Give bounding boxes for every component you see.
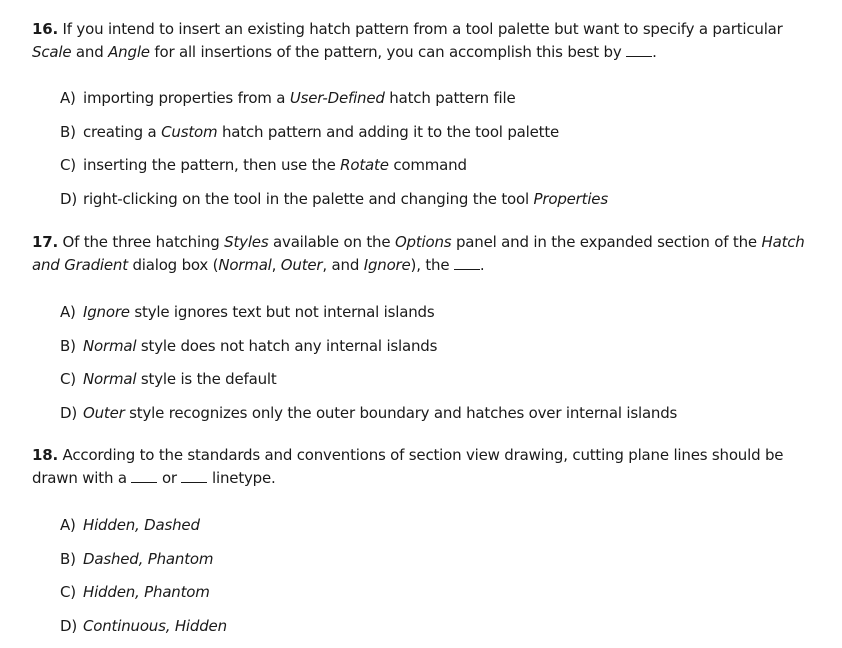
- question-stem: [32, 18, 812, 64]
- answer-option: [60, 576, 840, 610]
- option-letter: C): [60, 370, 76, 388]
- option-letter: B): [60, 336, 76, 355]
- question-text: [32, 446, 783, 487]
- question-number: 17.: [32, 233, 58, 251]
- answer-option: [60, 509, 840, 543]
- italic-term: Outer: [280, 256, 323, 274]
- question-text: [32, 20, 783, 61]
- question-number: 16.: [32, 20, 58, 38]
- italic-term: Normal: [83, 336, 137, 355]
- text-run: available on the: [268, 233, 395, 251]
- text-run: panel and in the expanded section of the: [451, 233, 762, 251]
- italic-term: Custom: [161, 122, 218, 141]
- italic-term: Styles: [224, 233, 269, 251]
- option-letter: D): [60, 189, 78, 208]
- question-number: 18.: [32, 446, 58, 464]
- text-run: .: [479, 256, 485, 274]
- option-letter: A): [60, 89, 76, 107]
- text-run: hatch pattern and adding it to the tool palette: [217, 122, 560, 141]
- text-run: right-clicking on the tool in the palette and changing the tool: [83, 189, 534, 208]
- answer-option: [60, 610, 840, 644]
- option-letter: C): [60, 156, 76, 174]
- text-run: style does not hatch any internal islands: [136, 336, 438, 355]
- answer-options: [60, 82, 840, 216]
- question-stem: [32, 231, 812, 277]
- answer-option: [60, 296, 840, 330]
- question-17: [32, 231, 812, 430]
- answer-blank: [181, 468, 207, 483]
- italic-term: Continuous, Hidden: [83, 616, 227, 635]
- option-letter: D): [60, 403, 78, 422]
- italic-term: Hidden, Dashed: [83, 516, 200, 534]
- option-letter: D): [60, 616, 78, 635]
- text-run: style is the default: [136, 370, 277, 388]
- question-18: [32, 444, 812, 643]
- text-run: drawn with a: [32, 469, 132, 487]
- answer-blank: [454, 255, 480, 270]
- italic-term: Ignore: [83, 303, 130, 321]
- text-run: creating a: [83, 122, 162, 141]
- text-run: According to the standards and conventions of section view drawing, cutting plane lines should be: [57, 446, 784, 464]
- italic-term: User-Defined: [289, 89, 385, 107]
- text-run: hatch pattern file: [384, 89, 516, 107]
- text-run: Of the three hatching: [57, 233, 225, 251]
- text-run: ), the: [410, 256, 454, 274]
- italic-term: Hatch: [761, 233, 805, 251]
- question-text: [32, 233, 805, 274]
- option-letter: C): [60, 583, 76, 601]
- italic-term: Options: [394, 233, 452, 251]
- italic-term: Rotate: [340, 156, 389, 174]
- question-stem: [32, 444, 812, 490]
- text-run: style recognizes only the outer boundary and hatches over internal islands: [124, 403, 678, 422]
- option-letter: A): [60, 516, 76, 534]
- italic-term: Angle: [108, 43, 150, 61]
- answer-option: [60, 183, 840, 217]
- text-run: , and: [322, 256, 364, 274]
- text-run: command: [388, 156, 467, 174]
- italic-term: Properties: [533, 189, 608, 208]
- answer-option: [60, 363, 840, 397]
- text-run: style ignores text but not internal islands: [129, 303, 435, 321]
- text-run: linetype.: [207, 469, 276, 487]
- text-run: If you intend to insert an existing hatch pattern from a tool palette but want to specify a particular: [57, 20, 783, 38]
- text-run: for all insertions of the pattern, you can accomplish this best by: [149, 43, 627, 61]
- question-16: [32, 18, 812, 216]
- text-run: inserting the pattern, then use the: [83, 156, 341, 174]
- text-run: dialog box (: [127, 256, 219, 274]
- answer-option: [60, 82, 840, 116]
- answer-option: [60, 116, 840, 150]
- answer-option: [60, 149, 840, 183]
- option-letter: B): [60, 549, 76, 568]
- text-run: importing properties from a: [83, 89, 290, 107]
- answer-option: [60, 397, 840, 431]
- italic-term: and Gradient: [32, 256, 128, 274]
- option-letter: B): [60, 122, 76, 141]
- italic-term: Normal: [83, 370, 137, 388]
- answer-blank: [626, 42, 652, 57]
- answer-options: [60, 509, 840, 643]
- text-run: ,: [271, 256, 281, 274]
- italic-term: Outer: [83, 403, 125, 422]
- italic-term: Hidden, Phantom: [83, 583, 210, 601]
- answer-options: [60, 296, 840, 430]
- text-run: and: [71, 43, 109, 61]
- option-letter: A): [60, 303, 76, 321]
- italic-term: Ignore: [363, 256, 411, 274]
- answer-blank: [131, 468, 157, 483]
- answer-option: [60, 330, 840, 364]
- text-run: .: [652, 43, 657, 61]
- answer-option: [60, 543, 840, 577]
- italic-term: Normal: [218, 256, 272, 274]
- text-run: or: [157, 469, 182, 487]
- italic-term: Dashed, Phantom: [83, 549, 214, 568]
- italic-term: Scale: [32, 43, 72, 61]
